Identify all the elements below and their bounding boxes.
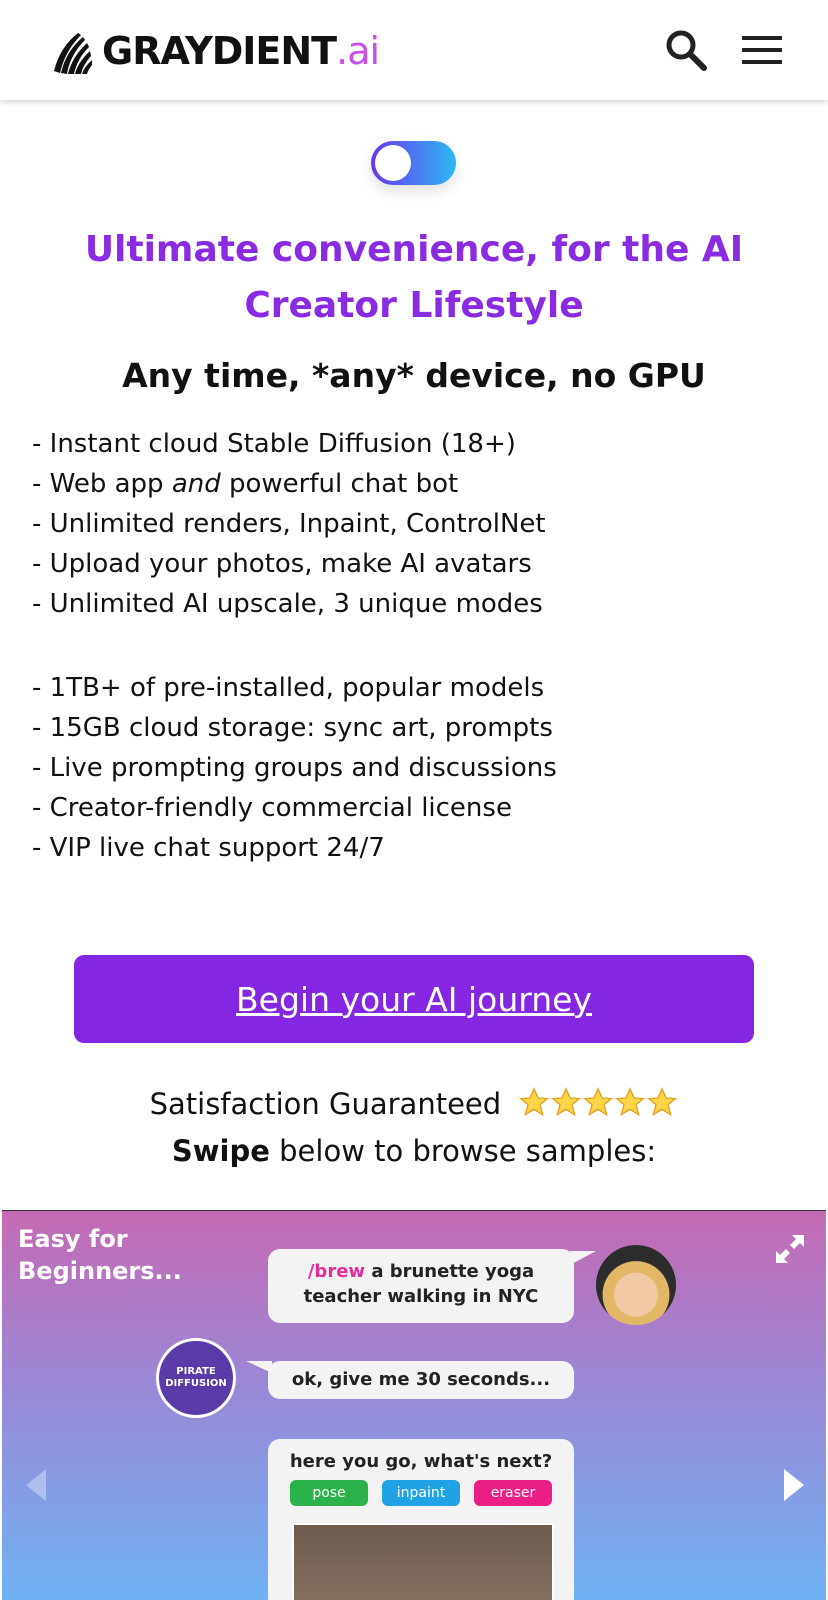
swipe-instruction — [40, 1134, 788, 1168]
star-icon — [518, 1086, 550, 1118]
feature-item: - Instant cloud Stable Diffusion (18+) — [32, 429, 516, 459]
page-subheadline: Any time, *any* device, no GPU — [122, 356, 706, 395]
user-avatar — [596, 1245, 676, 1325]
star-icon — [550, 1086, 582, 1118]
result-caption: here you go, what's next? — [289, 1451, 553, 1472]
headline-line-1: Ultimate convenience, for the AI — [84, 229, 744, 270]
feature-item: - VIP live chat support 24/7 — [32, 833, 385, 863]
expand-icon — [774, 1233, 806, 1265]
top-navigation-bar — [0, 0, 828, 100]
feature-item-emphasis: and — [171, 469, 221, 499]
previous-slide-button[interactable] — [22, 1467, 50, 1503]
star-icon — [614, 1086, 646, 1118]
feature-item: - Unlimited AI upscale, 3 unique modes — [32, 589, 543, 619]
page-headline — [40, 222, 788, 334]
theme-toggle[interactable] — [371, 141, 456, 185]
eraser-chip[interactable]: eraser — [474, 1480, 552, 1506]
star-icon — [646, 1086, 678, 1118]
action-chips — [268, 1472, 574, 1506]
sample-slider[interactable] — [2, 1210, 826, 1600]
chevron-right-icon — [780, 1467, 808, 1503]
slide-caption: Easy for Beginners... — [18, 1225, 182, 1285]
bot-result-card — [268, 1439, 574, 1600]
feature-item: - Upload your photos, make AI avatars — [32, 549, 532, 579]
hamburger-menu-icon — [740, 32, 784, 68]
headline-line-2: Creator Lifestyle — [244, 285, 584, 326]
satisfaction-text: Satisfaction Guaranteed — [149, 1087, 502, 1121]
search-icon — [664, 28, 708, 72]
feature-item: - 15GB cloud storage: sync art, prompts — [32, 713, 553, 743]
search-button[interactable] — [664, 28, 708, 72]
pose-chip[interactable]: pose — [290, 1480, 368, 1506]
brew-command: /brew — [307, 1261, 366, 1282]
inpaint-chip[interactable]: inpaint — [382, 1480, 460, 1506]
star-icon — [582, 1086, 614, 1118]
menu-button[interactable] — [740, 32, 784, 68]
generated-image — [292, 1523, 554, 1600]
logo-tld: .ai — [336, 29, 380, 73]
chevron-left-icon — [22, 1467, 50, 1503]
begin-journey-button[interactable]: Begin your AI journey — [74, 955, 754, 1043]
next-slide-button[interactable] — [780, 1467, 808, 1503]
feature-item: - Web app and powerful chat bot — [32, 469, 459, 499]
bot-chat-bubble: ok, give me 30 seconds... — [268, 1361, 574, 1399]
bot-avatar: PIRATE DIFFUSION — [156, 1338, 236, 1418]
user-chat-bubble: /brew a brunette yoga teacher walking in NYC — [268, 1249, 574, 1323]
feature-item: - Creator-friendly commercial license — [32, 793, 512, 823]
feature-item: - 1TB+ of pre-installed, popular models — [32, 673, 545, 703]
logo-mark-icon — [50, 27, 94, 75]
feature-item: - Live prompting groups and discussions — [32, 753, 557, 783]
feature-list-2 — [32, 668, 792, 868]
swipe-bold: Swipe — [171, 1134, 270, 1168]
fullscreen-button[interactable] — [774, 1233, 806, 1265]
logo-wordmark: GRAYDIENT — [102, 29, 337, 73]
satisfaction-line — [40, 1086, 788, 1121]
feature-item: - Unlimited renders, Inpaint, ControlNet — [32, 509, 546, 539]
swipe-rest: below to browse samples: — [269, 1134, 657, 1168]
toggle-knob — [375, 145, 411, 181]
rating-stars — [518, 1086, 678, 1118]
feature-list-1 — [32, 424, 792, 624]
graydient-logo[interactable] — [50, 26, 379, 76]
